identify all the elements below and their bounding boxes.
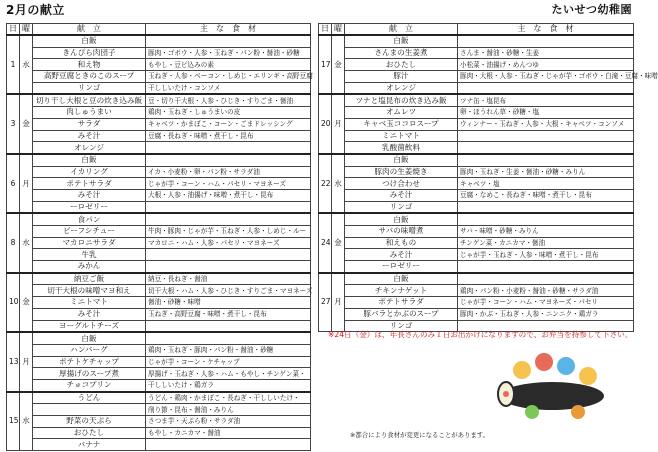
- table-row: [319, 47, 634, 59]
- ingredients: キャベツ・塩: [458, 178, 634, 190]
- ingredients: 玉ねぎ・高野豆腐・味噌・煮干し・昆布: [146, 308, 311, 320]
- ingredients: 豚肉・かぶ・玉ねぎ・人参・ニンニク・鶏ガラ: [458, 308, 634, 320]
- day-number: 1: [7, 35, 20, 94]
- table-row: [7, 107, 311, 119]
- ingredients: キャベツ・かまぼこ・コーン・ごまドレッシング: [146, 118, 311, 130]
- table-row: [319, 249, 634, 261]
- table-row: [7, 166, 311, 178]
- table-row: [319, 237, 634, 249]
- day-number: 8: [7, 213, 20, 272]
- table-row: [7, 178, 311, 190]
- ingredients: [458, 130, 634, 142]
- table-row: [319, 94, 634, 106]
- dish-name: 乳酸菌飲料: [345, 142, 458, 154]
- dish-name: きんぴら肉団子: [33, 47, 146, 59]
- ingredients: [458, 82, 634, 94]
- table-row: [7, 237, 311, 249]
- table-row: [319, 118, 634, 130]
- school-name: [552, 1, 633, 17]
- weekday: 水: [332, 154, 345, 213]
- dish-name: 高野豆腐ときのこのスープ: [33, 71, 146, 83]
- table-row: [7, 130, 311, 142]
- weekday: 水: [20, 35, 33, 94]
- dish-name: みかん: [33, 261, 146, 273]
- day-number: 24: [319, 213, 332, 272]
- ingredients: もやし・豆ピ込みの素: [146, 59, 311, 71]
- dish-name: 豚肉の生姜焼き: [345, 166, 458, 178]
- dish-name: 白飯: [33, 154, 146, 166]
- dish-name: 野菜の天ぷら: [33, 416, 146, 428]
- table-row: [7, 118, 311, 130]
- dish-name: みそ汁: [33, 130, 146, 142]
- dish-name: サラダ: [33, 118, 146, 130]
- day-group: [7, 154, 311, 213]
- dish-name: みそ汁: [345, 249, 458, 261]
- table-row: [7, 439, 311, 451]
- ingredients: チンゲン菜・カニカマ・醤油: [458, 237, 634, 249]
- ingredients: 小松菜・油揚げ・めんつゆ: [458, 59, 634, 71]
- day-number: 20: [319, 94, 332, 153]
- table-row: [7, 344, 311, 356]
- ingredients: [458, 261, 634, 273]
- menu-table-left: [6, 23, 311, 451]
- dish-name: おひたし: [345, 59, 458, 71]
- col-day: 日: [319, 24, 332, 36]
- ingredients: 豆腐・なめこ・長ねぎ・味噌・煮干し・昆布: [458, 189, 634, 201]
- ingredients: [146, 249, 311, 261]
- table-row: [7, 71, 311, 83]
- table-row: [7, 94, 311, 106]
- dish-name: リンゴ: [345, 201, 458, 213]
- day-group: [7, 392, 311, 451]
- day-number: 22: [319, 154, 332, 213]
- ingredients: 玉ねぎ・人参・ベーコン・しめじ・エリンギ・高野豆腐: [146, 71, 311, 83]
- day-number: 6: [7, 154, 20, 213]
- dish-name: オムレツ: [345, 107, 458, 119]
- dish-name: 和え物: [33, 59, 146, 71]
- menu-table-right: [318, 23, 658, 332]
- dish-name: 厚揚げのスープ煮: [33, 368, 146, 380]
- dish-name: ミニトマト: [33, 297, 146, 309]
- table-row: [319, 130, 634, 142]
- ingredients: さんま・醤油・砂糖・生姜: [458, 47, 634, 59]
- dish-name: みそ汁: [33, 308, 146, 320]
- ingredients: 鶏肉・パン粉・小麦粉・醤油・砂糖・サラダ油: [458, 285, 634, 297]
- ingredients: 卵・ほうれん草・砂糖・塩: [458, 107, 634, 119]
- weekday: 金: [332, 213, 345, 272]
- table-row: [319, 308, 634, 320]
- ingredients: 納豆・長ねぎ・醤油: [146, 273, 311, 285]
- dish-name: 白飯: [33, 35, 146, 47]
- ingredients: 厚揚げ・玉ねぎ・人参・ハム・もやし・チンゲン菜・: [146, 368, 311, 380]
- ingredients: 干ししいたけ・鶏ガラ: [146, 379, 311, 391]
- ingredients: [146, 154, 311, 166]
- dish-name: オレンジ: [345, 82, 458, 94]
- dish-name: 切干大根の味噌マヨ和え: [33, 285, 146, 297]
- day-number: 10: [7, 273, 20, 332]
- table-row: [7, 189, 311, 201]
- dish-name: 豚バラとかぶのスープ: [345, 308, 458, 320]
- dish-name: リンゴ: [33, 82, 146, 94]
- dish-name: おひたし: [33, 427, 146, 439]
- table-row: [7, 35, 311, 47]
- ingredients: 干ししいたけ・コンソメ: [146, 82, 311, 94]
- ingredients: 鶏肉・玉ねぎ・しゅうまいの皮: [146, 107, 311, 119]
- dish-name: 食パン: [33, 213, 146, 225]
- dish-name: 牛乳: [33, 249, 146, 261]
- table-row: [7, 261, 311, 273]
- table-row: [319, 189, 634, 201]
- day-number: 15: [7, 392, 20, 451]
- weekday: 金: [332, 35, 345, 94]
- dish-name: チョコプリン: [33, 379, 146, 391]
- table-row: [319, 226, 634, 238]
- ingredients: 切干大根・ハム・人参・ひじき・すりごま・マヨネーズ: [146, 285, 311, 297]
- table-row: [7, 368, 311, 380]
- ingredients: 牛肉・豚肉・じゃが芋・玉ねぎ・人参・しめじ・ルー: [146, 226, 311, 238]
- footnote: ※都合により食材が変更になることがあります。: [350, 431, 490, 439]
- table-row: [319, 273, 634, 285]
- dish-name: バナナ: [33, 439, 146, 451]
- table-row: [319, 59, 634, 71]
- table-row: [7, 249, 311, 261]
- dish-name: みそ汁: [345, 189, 458, 201]
- dish-name: さんまの生姜煮: [345, 47, 458, 59]
- ingredients: [458, 201, 634, 213]
- ingredients: ツナ缶・塩昆布: [458, 94, 634, 106]
- dish-name: 白飯: [345, 35, 458, 47]
- table-row: [7, 154, 311, 166]
- table-row: [319, 142, 634, 154]
- ingredients: 豆腐・長ねぎ・味噌・煮干し・昆布: [146, 130, 311, 142]
- dish-name: ミニトマト: [345, 130, 458, 142]
- table-row: [319, 297, 634, 309]
- col-weekday: 曜: [332, 24, 345, 36]
- ingredients: 削り節・昆布・醤油・みりん: [146, 404, 311, 416]
- table-header: [319, 24, 634, 36]
- table-row: [7, 285, 311, 297]
- table-row: [319, 154, 634, 166]
- ingredients: [458, 142, 634, 154]
- ingredients: 豚肉・玉ねぎ・生姜・醤油・砂糖・みりん: [458, 166, 634, 178]
- col-day: 日: [7, 24, 20, 36]
- ingredients: 大根・人参・油揚げ・味噌・煮干し・昆布: [146, 189, 311, 201]
- col-ingredients: 主 な 食 材: [458, 24, 634, 36]
- ingredients: サバ・味噌・砂糖・みりん: [458, 226, 634, 238]
- table-row: [7, 142, 311, 154]
- table-row: [7, 416, 311, 428]
- day-group: [7, 94, 311, 153]
- day-group: [7, 273, 311, 332]
- table-row: [7, 356, 311, 368]
- weekday: 水: [20, 213, 33, 272]
- table-row: [319, 35, 634, 47]
- ingredients: 豚肉・大根・人参・玉ねぎ・じゃが芋・ゴボウ・白滝・豆腐・味噌: [458, 71, 634, 83]
- dish-name: ハンバーグ: [33, 344, 146, 356]
- dish-name: 肉しゅうまい: [33, 107, 146, 119]
- notice-box: [320, 322, 632, 426]
- dish-name: ビーフシチュー: [33, 226, 146, 238]
- ingredients: [146, 332, 311, 344]
- day-number: 17: [319, 35, 332, 94]
- dish-name: 白飯: [345, 273, 458, 285]
- ingredients: 鶏肉・玉ねぎ・豚肉・パン粉・醤油・砂糖: [146, 344, 311, 356]
- weekday: 月: [20, 332, 33, 391]
- ingredients: 豆・切り干大根・人参・ひじき・すりごま・醤油: [146, 94, 311, 106]
- table-row: [319, 107, 634, 119]
- weekday: 月: [332, 94, 345, 153]
- page-title-text: 2月の献立: [6, 3, 65, 17]
- weekday: 月: [332, 273, 345, 332]
- dish-name: 豚汁: [345, 71, 458, 83]
- dish-name: イカリング: [33, 166, 146, 178]
- ingredients: 豚肉・ゴボウ・人参・玉ねぎ・パン粉・醤油・砂糖: [146, 47, 311, 59]
- table-row: [7, 82, 311, 94]
- ingredients: [458, 154, 634, 166]
- table-row: [7, 273, 311, 285]
- ingredients: [146, 213, 311, 225]
- ingredients: [146, 320, 311, 332]
- page-title: [6, 1, 65, 18]
- table-row: [7, 201, 311, 213]
- table-row: [7, 404, 311, 416]
- ingredients: さつま芋・天ぷら粉・サラダ油: [146, 416, 311, 428]
- dish-name: 納豆ご飯: [33, 273, 146, 285]
- day-group: [319, 35, 658, 94]
- table-header: [7, 24, 311, 36]
- ingredients: [458, 213, 634, 225]
- ingredients: じゃが芋・コーン・ケチャップ: [146, 356, 311, 368]
- school-name-text: たいせつ幼稚園: [551, 3, 632, 16]
- ingredients: イカ・小麦粉・卵・パン粉・サラダ油: [146, 166, 311, 178]
- dish-name: ヨーグルトチーズ: [33, 320, 146, 332]
- table-row: [319, 82, 634, 94]
- dish-name: ツナと塩昆布の炊き込み飯: [345, 94, 458, 106]
- dish-name: ポテトケチャップ: [33, 356, 146, 368]
- day-group: [7, 35, 311, 94]
- col-weekday: 曜: [20, 24, 33, 36]
- dish-name: キャベ玉ココロスープ: [345, 118, 458, 130]
- day-group: [7, 213, 311, 272]
- notice-text: ※24日（金）は、年長さんのみ１日お出かけになりますので、お弁当を持参して下さい。: [328, 330, 633, 339]
- ingredients: [146, 142, 311, 154]
- dish-name: つけ合わせ: [345, 178, 458, 190]
- table-row: [7, 332, 311, 344]
- ingredients: [458, 35, 634, 47]
- dish-name: オレンジ: [33, 142, 146, 154]
- weekday: 月: [20, 154, 33, 213]
- col-dish: 献 立: [33, 24, 146, 36]
- dish-name: みそ汁: [33, 189, 146, 201]
- ingredients: [146, 261, 311, 273]
- table-row: [319, 213, 634, 225]
- ingredients: ウィンナー・玉ねぎ・人参・大根・キャベツ・コンソメ: [458, 118, 634, 130]
- dish-name: うどん: [33, 392, 146, 404]
- col-ingredients: 主 な 食 材: [146, 24, 311, 36]
- dish-name: [33, 404, 146, 416]
- ingredients: もやし・カニカマ・醤油: [146, 427, 311, 439]
- dish-name: ポテトサラダ: [33, 178, 146, 190]
- dish-name: 白飯: [345, 154, 458, 166]
- ingredients: じゃが芋・コーン・ハム・マヨネーズ・パセリ: [458, 297, 634, 309]
- ingredients: [146, 201, 311, 213]
- table-row: [319, 166, 634, 178]
- table-row: [319, 71, 634, 83]
- day-number: 13: [7, 332, 20, 391]
- day-group: [319, 154, 634, 213]
- table-row: [319, 285, 634, 297]
- table-row: [319, 201, 634, 213]
- day-group: [319, 213, 634, 272]
- day-group: [7, 332, 311, 391]
- table-row: [7, 427, 311, 439]
- ingredients: [458, 273, 634, 285]
- table-row: [319, 261, 634, 273]
- ingredients: [146, 439, 311, 451]
- weekday: 水: [20, 392, 33, 451]
- table-row: [319, 178, 634, 190]
- dish-name: マカロニサラダ: [33, 237, 146, 249]
- ingredients: うどん・鶏肉・かまぼこ・長ねぎ・干ししいたけ・: [146, 392, 311, 404]
- day-number: 27: [319, 273, 332, 332]
- day-group: [319, 94, 634, 153]
- table-row: [7, 320, 311, 332]
- dish-name: ーロゼリー: [345, 261, 458, 273]
- table-row: [7, 308, 311, 320]
- table-row: [7, 47, 311, 59]
- ingredients: じゃが芋・玉ねぎ・人参・味噌・煮干し・昆布: [458, 249, 634, 261]
- day-number: 3: [7, 94, 20, 153]
- table-row: [7, 59, 311, 71]
- col-dish: 献 立: [345, 24, 458, 36]
- dish-name: ーロゼリー: [33, 201, 146, 213]
- dish-name: リンゴ: [345, 320, 458, 332]
- ingredients: じゃが芋・コーン・ハム・パセリ・マヨネーズ: [146, 178, 311, 190]
- dish-name: サバの味噌煮: [345, 226, 458, 238]
- weekday: 金: [20, 273, 33, 332]
- ingredients: マカロニ・ハム・人参・パセリ・マヨネーズ: [146, 237, 311, 249]
- table-row: [7, 226, 311, 238]
- ingredients: [146, 35, 311, 47]
- dish-name: 和えもの: [345, 237, 458, 249]
- children-ehomaki-illustration: [492, 336, 610, 422]
- dish-name: 白飯: [33, 332, 146, 344]
- table-row: [7, 297, 311, 309]
- table-row: [7, 379, 311, 391]
- table-row: [7, 213, 311, 225]
- table-row: [7, 392, 311, 404]
- weekday: 金: [20, 94, 33, 153]
- dish-name: 切り干し大根と豆の炊き込み飯: [33, 94, 146, 106]
- dish-name: 白飯: [345, 213, 458, 225]
- ingredients: 醤油・砂糖・味噌: [146, 297, 311, 309]
- dish-name: ポテトサラダ: [345, 297, 458, 309]
- dish-name: チキンナゲット: [345, 285, 458, 297]
